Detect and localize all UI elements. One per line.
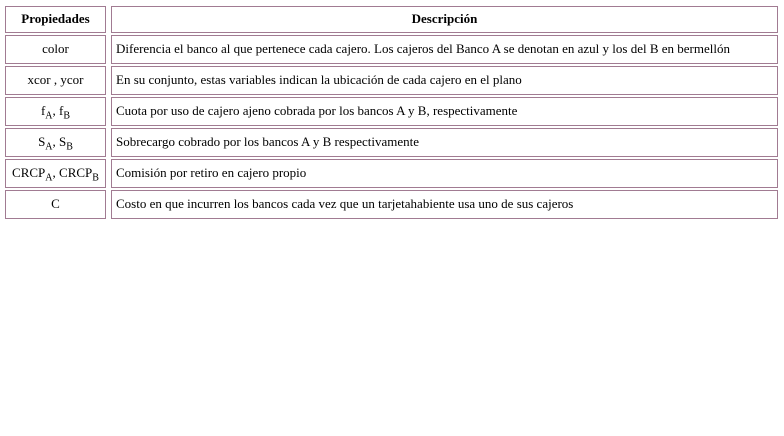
- table-row: [5, 190, 778, 219]
- table-row: [5, 128, 778, 157]
- subscript: B: [92, 172, 99, 184]
- property-cell: [5, 128, 106, 157]
- description-cell: Sobrecargo cobrado por los bancos A y B respectivamente: [111, 128, 778, 157]
- property-text: color: [42, 40, 69, 56]
- property-label: [51, 196, 60, 211]
- property-label: [12, 164, 99, 184]
- property-cell: [5, 66, 106, 95]
- property-text: CRCP: [12, 164, 46, 180]
- property-label: [38, 133, 73, 153]
- description-cell: En su conjunto, estas variables indican la ubicación de cada cajero en el plano: [111, 66, 778, 95]
- description-cell: Cuota por uso de cajero ajeno cobrada por los bancos A y B, respectivamente: [111, 97, 778, 126]
- subscript: B: [63, 110, 71, 122]
- property-text: , CRCP: [52, 164, 93, 180]
- property-text: xcor , ycor: [27, 71, 84, 87]
- property-cell: [5, 159, 106, 188]
- properties-table: [0, 4, 783, 221]
- table-row: [5, 97, 778, 126]
- property-text: f: [40, 102, 46, 118]
- property-cell: [5, 35, 106, 64]
- property-label: [42, 41, 69, 56]
- table-row: [5, 66, 778, 95]
- property-cell: [5, 190, 106, 219]
- property-cell: [5, 97, 106, 126]
- subscript: B: [66, 141, 73, 153]
- column-header-descripcion: Descripción: [111, 6, 778, 33]
- property-text: C: [51, 195, 60, 211]
- header-row: [5, 6, 778, 33]
- subscript: A: [45, 141, 53, 153]
- column-header-propiedades: Propiedades: [5, 6, 106, 33]
- property-text: S: [38, 133, 46, 149]
- table-row: [5, 159, 778, 188]
- property-label: [40, 102, 71, 122]
- subscript: A: [45, 110, 53, 122]
- description-cell: Comisión por retiro en cajero propio: [111, 159, 778, 188]
- property-text: , S: [52, 133, 67, 149]
- description-cell: Diferencia el banco al que pertenece cada cajero. Los cajeros del Banco A se denotan en azul y los del B en bermellón: [111, 35, 778, 64]
- table-row: [5, 35, 778, 64]
- property-text: , f: [52, 102, 64, 118]
- property-label: [28, 72, 84, 87]
- description-cell: Costo en que incurren los bancos cada vez que un tarjetahabiente usa uno de sus cajeros: [111, 190, 778, 219]
- subscript: A: [45, 172, 53, 184]
